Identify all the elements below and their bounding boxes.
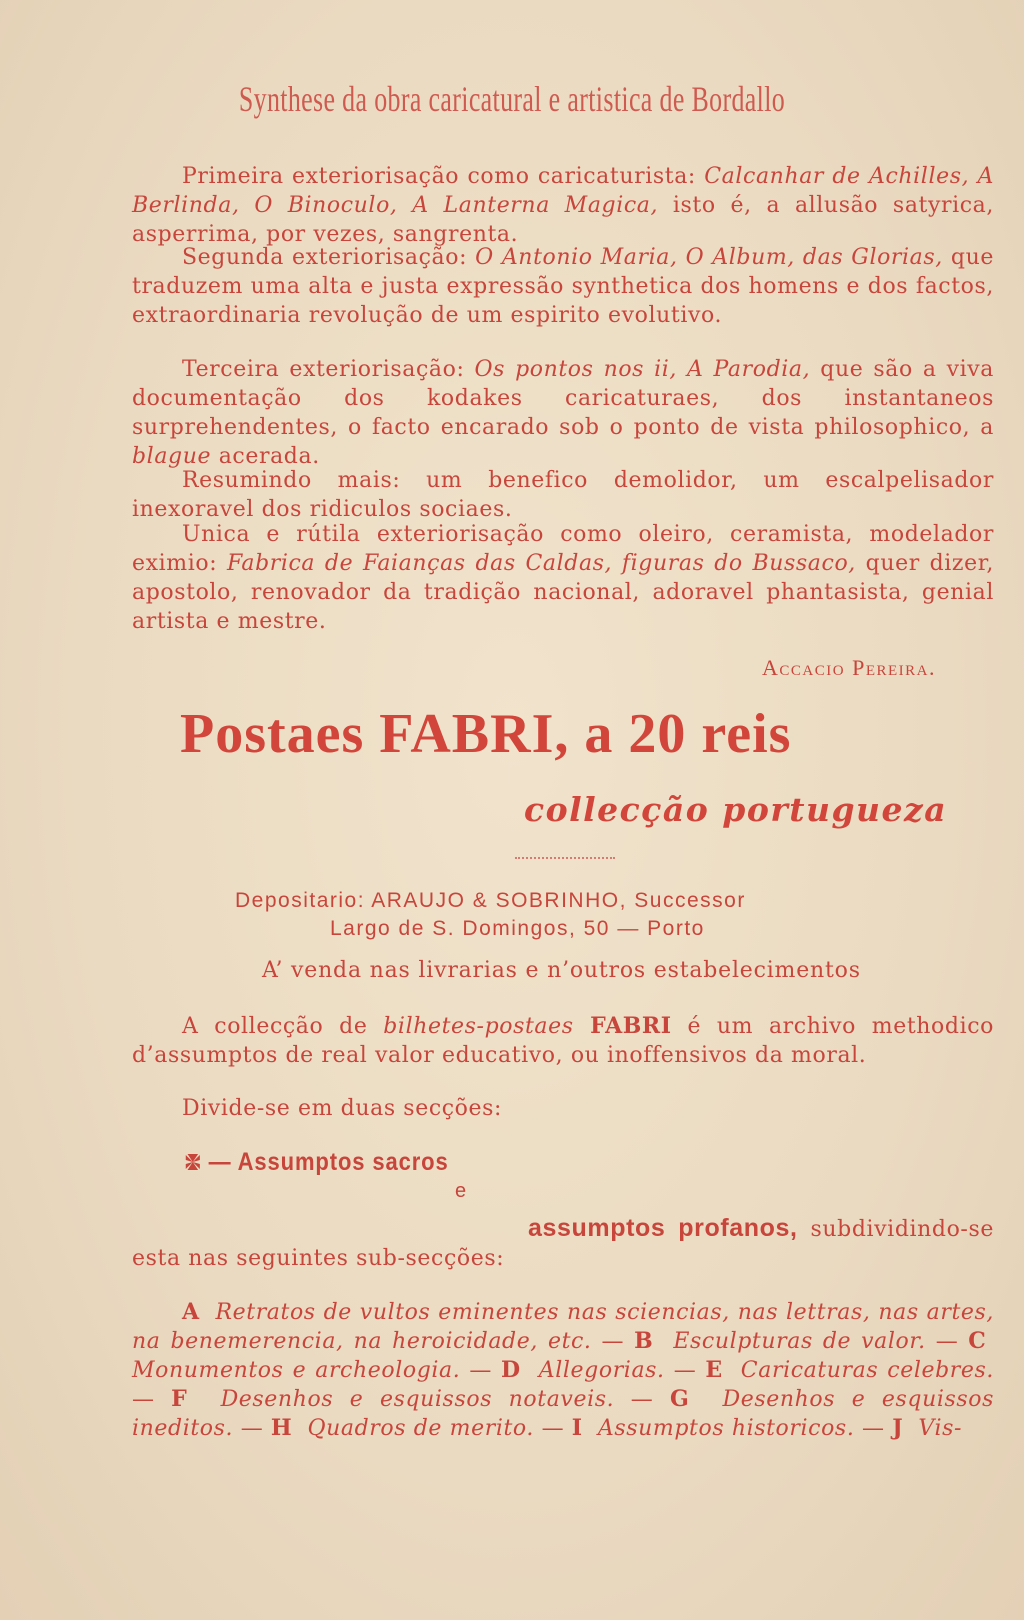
paragraph-primeira: Primeira exteriorisação como caricaturista: Calcanhar de Achilles, A Berlinda, O Binoculo, A Lanterna Magica, isto é, a allusão satyrica, asperrima, por vezes, sangrenta. — [132, 164, 994, 247]
address-line: Largo de S. Domingos, 50 — Porto — [330, 917, 705, 940]
subsection-list: A Retratos de vultos eminentes nas sciencias, nas lettras, nas artes, na benemerencia, na heroicidade, etc. — B Esculpturas de valor. — C Monumentos e archeologia. — D Allegorias. — E Caricaturas celebres. — F Desenhos e esquissos notaveis. — G Desenhos e esquissos ineditos. — H Quadros de merito. — I Assumptos historicos. — J Vis- — [132, 1299, 995, 1441]
paragraph-terceira: Terceira exteriorisação: Os pontos nos ii, A Parodia, que são a viva documentação dos kodakes caricaturaes, dos instantaneos surprehendentes, o facto encarado sob o ponto de vista philosophico, a blague acerada. — [132, 357, 994, 469]
paragraph-unica: Unica e rútila exteriorisação como oleiro, ceramista, modelador eximio: Fabrica de Faianças das Caldas, figuras do Bussaco, quer dizer, apostolo, renovador da tradição nacional, adoravel phantasista, genial artista e mestre. — [132, 522, 995, 634]
section-sacred: — Assumptos sacros — [184, 1148, 449, 1177]
author-signature: Accacio Pereira. — [762, 655, 936, 680]
sale-note: A’ venda nas livrarias e n’outros estabelecimentos — [262, 958, 861, 983]
depositary-line: Depositario: ARAUJO & SOBRINHO, Successor — [235, 889, 746, 912]
divider-rule — [515, 857, 615, 859]
running-title: Synthese da obra caricatural e artistica de Bordallo — [238, 79, 786, 119]
paragraph-segunda: Segunda exteriorisação: O Antonio Maria, O Album, das Glorias, que traduzem uma alta e justa expressão synthetica dos homens e dos factos, extraordinaria revolução de um espirito evolutivo. — [132, 245, 994, 328]
paragraph-resumindo: Resumindo mais: um benefico demolidor, um escalpelisador inexoravel dos ridiculos sociaes. — [132, 468, 994, 522]
section-profane: assumptos profanos, subdividindo-se esta nas seguintes sub-secções: — [132, 1214, 994, 1271]
advert-subtitle: collecção portugueza — [524, 790, 948, 829]
maltese-cross-icon — [184, 1152, 202, 1172]
conjunction: e — [455, 1180, 467, 1202]
divide-line: Divide-se em duas secções: — [182, 1096, 503, 1121]
collection-intro: A collecção de bilhetes-postaes FABRI é um archivo methodico d’assumptos de real valor educativo, ou inoffensivos da moral. — [132, 1013, 994, 1068]
advert-title: Postaes FABRI, a 20 reis — [180, 703, 792, 765]
